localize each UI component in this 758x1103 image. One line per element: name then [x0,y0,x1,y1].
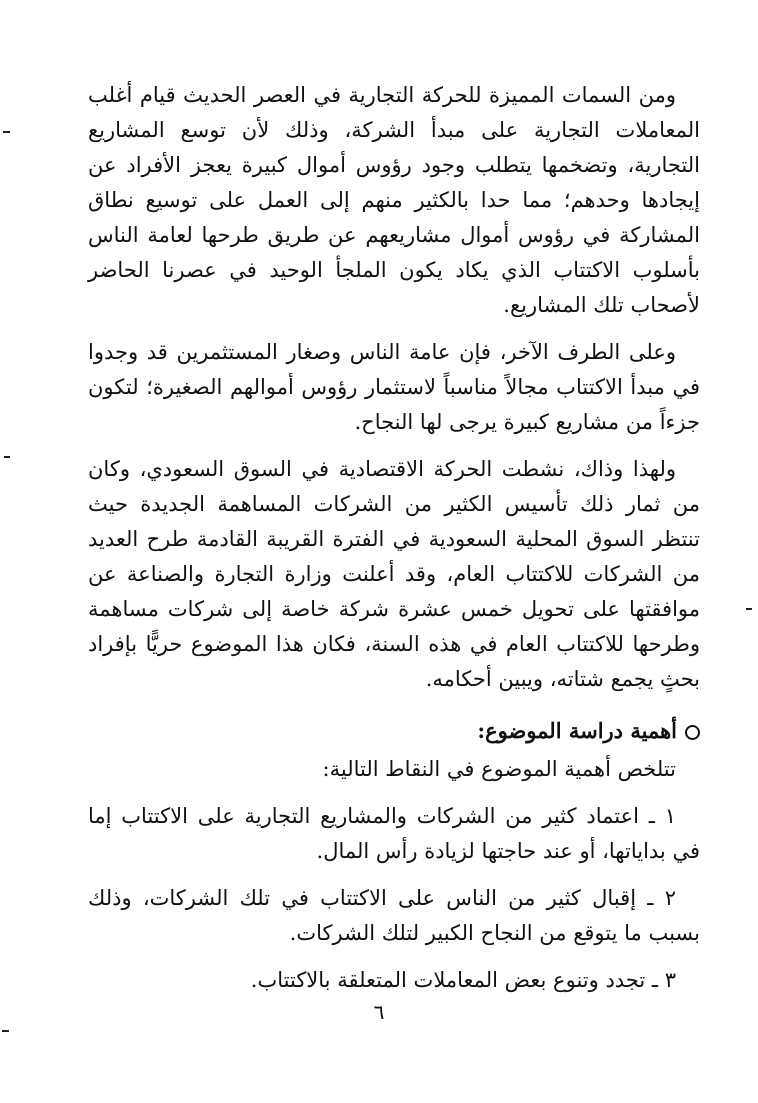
list-item: ١ ـ اعتماد كثير من الشركات والمشاريع التجارية على الاكتتاب إما في بداياتها، أو عند حاجتها لزيادة رأس المال. [88,804,700,863]
paragraph-3: ولهذا وذاك، نشطت الحركة الاقتصادية في السوق السعودي، وكان من ثمار ذلك تأسيس الكثير من الشركات المساهمة الجديدة حيث تنتظر السوق المحلية السعودية في الفترة القريبة القادمة طرح العديد من الشركات للاكتتاب العام، وقد أعلنت وزارة التجارة والصناعة عن موافقتها على تحويل خمس عشرة شركة خاصة إلى شركات مساهمة وطرحها للاكتتاب العام في هذه السنة، فكان هذا الموضوع حريًّا بإفراد بحثٍ يجمع شتاته، ويبين أحكامه. [88,457,700,691]
margin-mark [746,608,752,610]
section-heading [88,713,700,748]
list-item: ٣ ـ تجدد وتنوع بعض المعاملات المتعلقة بالاكتتاب. [250,968,676,992]
body-text [88,78,700,998]
paragraph-1: ومن السمات المميزة للحركة التجارية في العصر الحديث قيام أغلب المعاملات التجارية على مبدأ الشركة، وذلك لأن توسع المشاريع التجارية، وتضخمها يتطلب وجود رؤوس أموال كبيرة يعجز الأفراد عن إيجادها وحدهم؛ مما حدا بالكثير منهم إلى العمل على توسيع نطاق المشاركة في رؤوس أموال مشاريعهم عن طريق طرحها لعامة الناس بأسلوب الاكتتاب الذي يكاد يكون الملجأ الوحيد في عصرنا الحاضر لأصحاب تلك المشاريع. [88,83,700,317]
margin-mark [3,131,10,133]
paragraph-2: وعلى الطرف الآخر، فإن عامة الناس وصغار المستثمرين قد وجدوا في مبدأ الاكتتاب مجالاً مناسباً لاستثمار رؤوس أموالهم الصغيرة؛ لتكون جزءاً من مشاريع كبيرة يرجى لها النجاح. [88,340,700,434]
section-intro: تتلخص أهمية الموضوع في النقاط التالية: [322,757,676,781]
margin-mark [2,1030,9,1032]
margin-mark [4,456,10,458]
page-number: ٦ [373,1000,385,1024]
section-heading-text: أهمية دراسة الموضوع: [477,718,677,743]
list-item: ٢ ـ إقبال كثير من الناس على الاكتتاب في تلك الشركات، وذلك بسبب ما يتوقع من النجاح الكبير لتلك الشركات. [88,886,700,945]
circle-bullet-icon [685,725,700,740]
